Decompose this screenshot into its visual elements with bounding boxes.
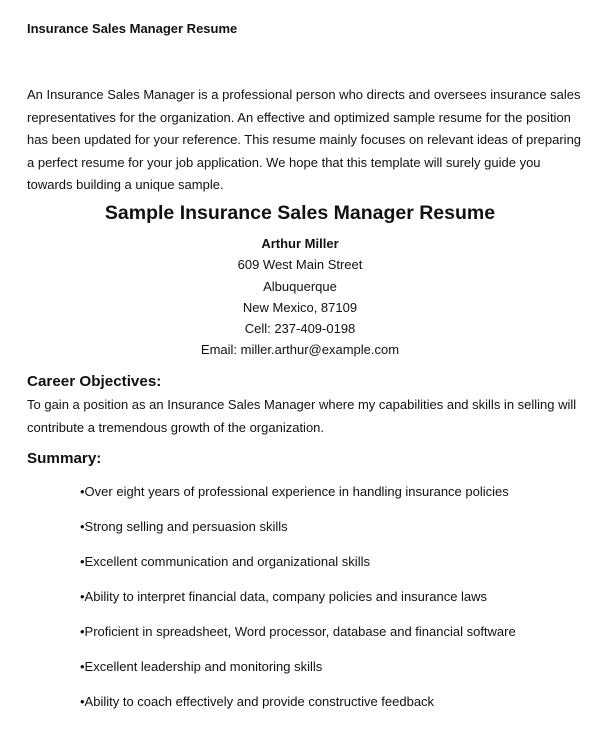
career-objectives-text: To gain a position as an Insurance Sales Manager where my capabilities and skills in selling will contribute a tremendous growth of the organization. <box>27 397 577 435</box>
summary-item: •Strong selling and persuasion skills <box>80 519 288 534</box>
resume-heading: Sample Insurance Sales Manager Resume <box>104 202 496 224</box>
summary-item: •Proficient in spreadsheet, Word processor, database and financial software <box>80 624 516 639</box>
contact-street: 609 West Main Street <box>237 257 363 273</box>
summary-item: •Excellent leadership and monitoring skills <box>80 659 323 674</box>
contact-name: Arthur Miller <box>261 236 339 251</box>
contact-block <box>0 233 600 361</box>
contact-email: Email: miller.arthur@example.com <box>200 342 400 358</box>
document-title: Insurance Sales Manager Resume <box>27 21 238 36</box>
contact-cell: Cell: 237-409-0198 <box>244 321 356 337</box>
summary-heading: Summary: <box>27 450 102 467</box>
contact-state-zip: New Mexico, 87109 <box>242 299 358 315</box>
summary-item: •Over eight years of professional experience in handling insurance policies <box>80 484 509 499</box>
career-objectives-heading: Career Objectives: <box>27 373 162 390</box>
summary-item: •Ability to coach effectively and provide constructive feedback <box>80 694 435 709</box>
summary-list <box>80 482 580 727</box>
contact-city: Albuquerque <box>263 278 337 294</box>
intro-paragraph: An Insurance Sales Manager is a professional person who directs and oversees insurance sales representatives for the organization. An effective and optimized sample resume for the position has been updated for your reference. This resume mainly focuses on relevant ideas of preparing a perfect resume for your job application. We hope that this template will surely guide you towards building a unique sample. <box>27 87 582 192</box>
summary-item: •Ability to interpret financial data, company policies and insurance laws <box>80 589 488 604</box>
summary-item: •Excellent communication and organizational skills <box>80 554 370 569</box>
